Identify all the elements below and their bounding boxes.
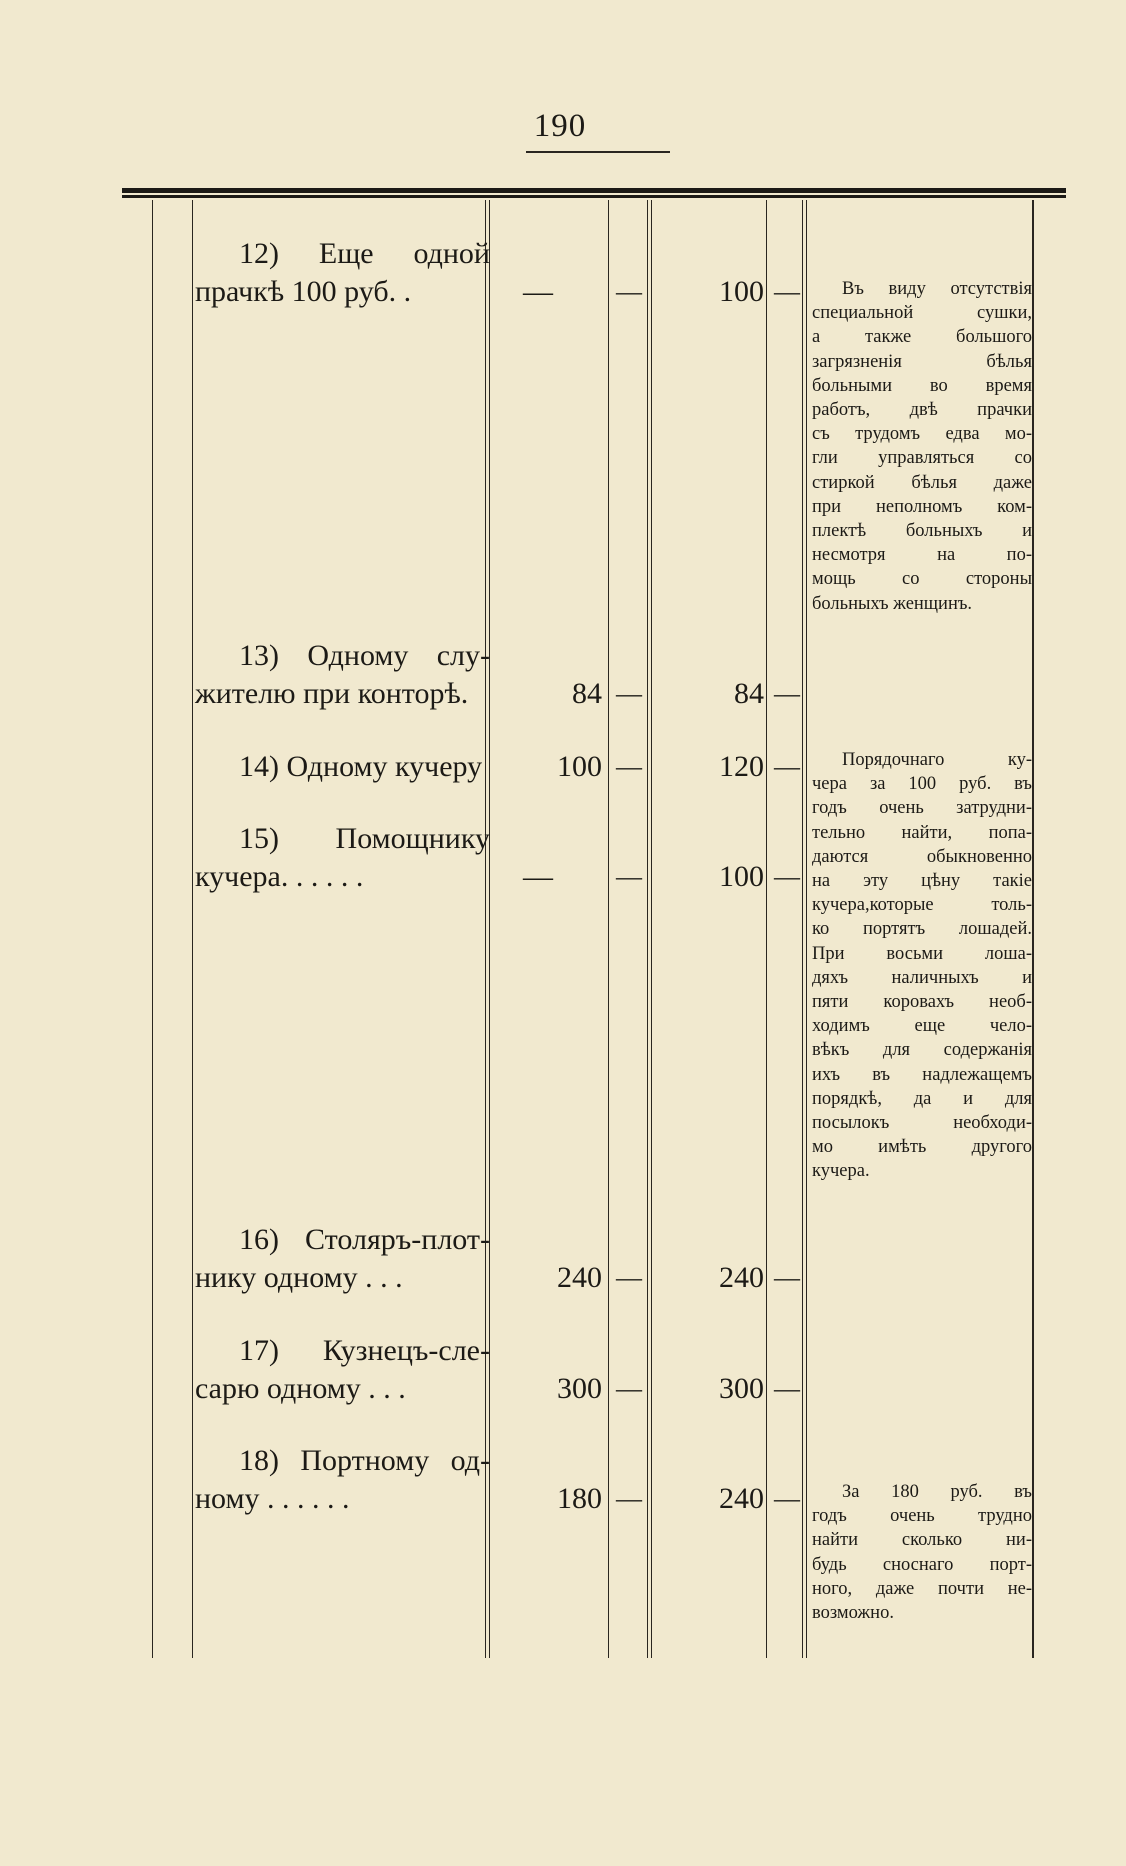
item-label: 16) Столяръ-плот- нику одному . . . — [195, 1223, 490, 1294]
page-number-rule — [526, 151, 670, 153]
new-kopecks: — — [774, 1374, 800, 1403]
table-column-line — [485, 200, 486, 1658]
old-amount: 240 — [557, 1261, 602, 1294]
old-kopecks: — — [616, 1374, 642, 1403]
table-column-line — [766, 200, 767, 1658]
table-top-rule — [122, 188, 1066, 193]
old-amount: 180 — [557, 1482, 602, 1515]
new-kopecks: — — [774, 862, 800, 891]
old-amount: 100 — [557, 750, 602, 783]
new-amount: 240 — [719, 1482, 764, 1515]
new-amount: 240 — [719, 1261, 764, 1294]
new-kopecks: — — [774, 1263, 800, 1292]
remark: Въ виду отсутствія специальной сушки, а также большого загрязненія бѣлья больными во время работъ, двѣ прачки съ трудомъ едва мо- гли управляться со стиркой бѣлья даже при неполномъ ком- плектѣ больныхъ и несмотря на по- мощь со стороны больныхъ женщинъ. — [812, 279, 1032, 614]
old-amount: 300 — [557, 1372, 602, 1405]
item-label: 15) Помощнику кучера. . . . . . — [195, 822, 490, 893]
remark: Порядочнаго ку- чера за 100 руб. въ годъ очень затрудни- тельно найти, попа- даются обыкновенно на эту цѣну такіе кучера,которые толь- ко портятъ лошадей. При восьми лоша- дяхъ наличныхъ и пяти коровахъ необ- ходимъ еще чело- вѣкъ для содержанія ихъ въ надлежащемъ порядкѣ, да и для посылокъ необходи- мо имѣть другого кучера. — [812, 750, 1032, 1182]
table-column-line — [152, 200, 153, 1658]
new-amount: 100 — [719, 860, 764, 893]
old-amount: — — [523, 860, 553, 893]
page-number: 190 — [533, 108, 587, 144]
item-label: 18) Портному од- ному . . . . . . — [195, 1444, 490, 1515]
table-column-line — [802, 200, 803, 1658]
new-amount: 120 — [719, 750, 764, 783]
new-amount: 300 — [719, 1372, 764, 1405]
table-top-rule — [122, 195, 1066, 198]
item-label: 13) Одному слу- жителю при конторѣ. — [195, 639, 490, 710]
old-amount: — — [523, 275, 553, 308]
item-label: 12) Еще одной прачкѣ 100 руб. . — [195, 237, 490, 308]
remark: За 180 руб. въ годъ очень трудно найти сколько ни- будь сноснаго порт- ного, даже почти не- возможно. — [812, 1482, 1032, 1624]
old-kopecks: — — [616, 277, 642, 306]
item-label: 17) Кузнецъ-сле- сарю одному . . . — [195, 1334, 490, 1405]
new-kopecks: — — [774, 752, 800, 781]
table-column-line — [651, 200, 652, 1658]
item-label: 14) Одному кучеру — [239, 750, 483, 783]
old-kopecks: — — [616, 1484, 642, 1513]
table-column-line — [647, 200, 648, 1658]
old-kopecks: — — [616, 1263, 642, 1292]
table-column-line — [489, 200, 490, 1658]
new-amount: 100 — [719, 275, 764, 308]
table-column-line — [608, 200, 609, 1658]
table-column-line — [192, 200, 193, 1658]
new-amount: 84 — [734, 677, 764, 710]
table-column-line — [806, 200, 807, 1658]
new-kopecks: — — [774, 679, 800, 708]
old-kopecks: — — [616, 862, 642, 891]
table-column-line — [1032, 200, 1034, 1658]
new-kopecks: — — [774, 1484, 800, 1513]
old-amount: 84 — [572, 677, 602, 710]
old-kopecks: — — [616, 752, 642, 781]
old-kopecks: — — [616, 679, 642, 708]
new-kopecks: — — [774, 277, 800, 306]
